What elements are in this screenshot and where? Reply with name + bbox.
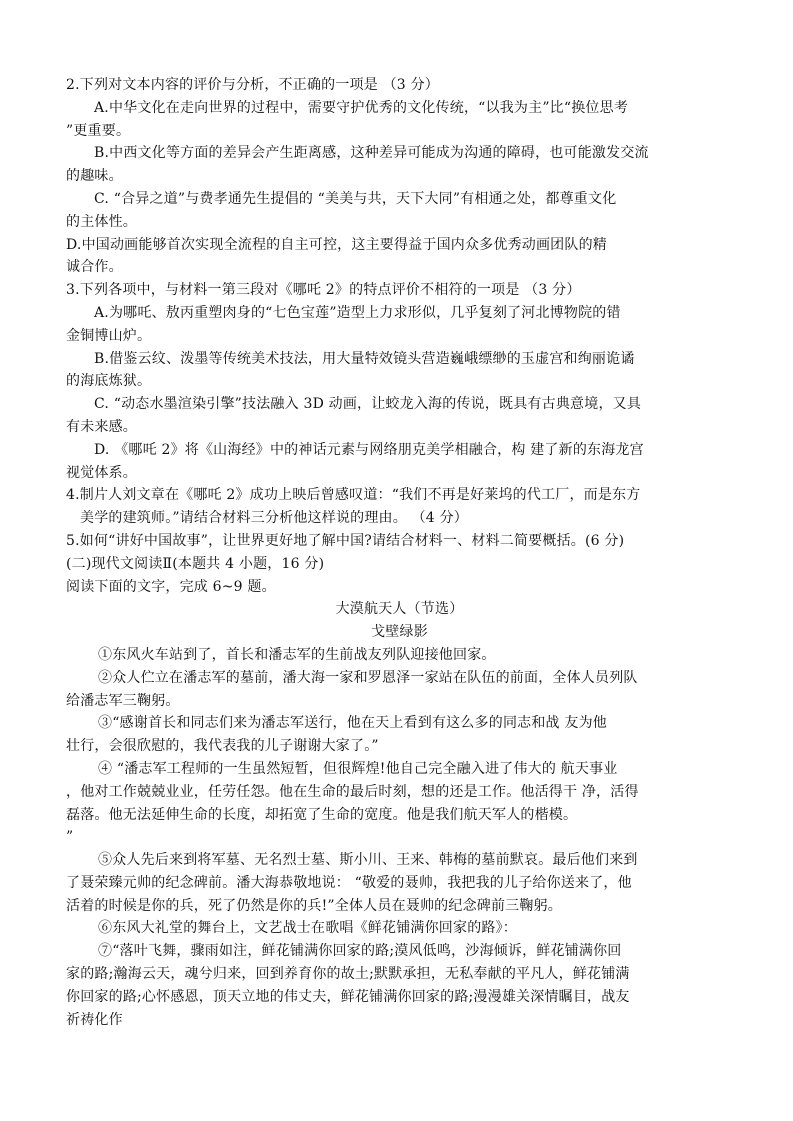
paragraph-2-cont: 给潘志军三鞠躬。: [66, 692, 180, 709]
paragraph-6: ⑥东风大礼堂的舞台上，文艺战士在歌唱《鲜花铺满你回家的路》：: [98, 920, 517, 937]
option-3c-cont: 有未来感。: [66, 418, 137, 435]
reading-instruction: 阅读下面的文字，完成 6~9 题。: [66, 578, 276, 595]
option-2c-cont: 的主体性。: [66, 213, 137, 230]
paragraph-7-cont: 你回家的路;心怀感恩，顶天立地的伟丈夫，鲜花铺满你回家的路;漫漫雄关深情瞩目，战友: [66, 988, 630, 1005]
question-2-stem: 2.下列对文本内容的评价与分析，不正确的一项是 （3 分）: [66, 77, 439, 93]
article-title: 大漠航天人（节选）: [335, 601, 464, 618]
paragraph-7-cont: 家的路;瀚海云天，魂兮归来，回到养育你的故土;默默承担，无私奉献的平凡人，鲜花铺满: [66, 966, 630, 983]
option-3c: C. “动态水墨渲染引擎”技法融入 3D 动画，让蛟龙入海的传说，既具有古典意境，又具: [94, 396, 642, 413]
option-2d: D.中国动画能够首次实现全流程的自主可控，这主要得益于国内众多优秀动画团队的精: [66, 236, 607, 253]
option-3d-cont: 视觉体系。: [66, 464, 137, 481]
option-3a: A.为哪吒、敖丙重塑肉身的“七色宝莲”造型上力求形似，几乎复刻了河北博物院的错: [94, 304, 621, 321]
option-2b: B.中西文化等方面的差异会产生距离感，这种差异可能成为沟通的障碍，也可能激发交流: [94, 145, 649, 162]
paragraph-4: ④ “潘志军工程师的一生虽然短暂，但很辉煌!他自己完全融入进了伟大的 航天事业: [98, 760, 618, 777]
option-2a-cont: ”更重要。: [66, 122, 131, 139]
paragraph-4-end: ”: [66, 829, 74, 846]
paragraph-1: ①东风火车站到了，首长和潘志军的生前战友列队迎接他回家。: [98, 646, 496, 663]
question-4-cont: 美学的建筑师。”请结合材料三分析他这样说的理由。 （4 分）: [80, 510, 468, 527]
paragraph-5-cont: 活着的时候是你的兵，死了仍然是你的兵!”全体人员在聂帅的纪念碑前三鞠躬。: [66, 897, 562, 914]
paragraph-3: ③“感谢首长和同志们来为潘志军送行，他在天上看到有这么多的同志和战 友为他: [98, 715, 608, 732]
option-2a: A.中华文化在走向世界的过程中，需要守护优秀的文化传统，“以我为主”比“换位思考: [94, 99, 629, 116]
paragraph-5: ⑤众人先后来到将军墓、无名烈士墓、斯小川、王来、韩梅的墓前默哀。最后他们来到: [98, 852, 638, 869]
question-4: 4.制片人刘文章在《哪吒 2》成功上映后曾感叹道：“我们不再是好莱坞的代工厂，而是东方: [66, 487, 641, 504]
paragraph-4-cont: 磊落。他无法延伸生命的长度，却拓宽了生命的宽度。他是我们航天军人的楷模。: [66, 806, 578, 823]
option-3d: D. 《哪吒 2》将《山海经》中的神话元素与网络朋克美学相融合，构 建了新的东海龙宫: [94, 441, 644, 458]
option-2b-cont: 的趣味。: [66, 168, 123, 185]
question-5: 5.如何“讲好中国故事”，让世界更好地了解中国?请结合材料一、材料二简要概括。(6 分): [66, 532, 625, 549]
option-2d-cont: 诚合作。: [66, 259, 123, 276]
paragraph-5-cont: 了聂荣臻元帅的纪念碑前。潘大海恭敬地说： “敬爱的聂帅，我把我的儿子给你送来了，他: [66, 874, 632, 891]
option-3b-cont: 的海底炼狱。: [66, 373, 152, 390]
question-3-stem: 3.下列各项中，与材料一第三段对《哪吒 2》的特点评价不相符的一项是 （3 分）: [66, 282, 581, 299]
section-heading: (二)现代文阅读Ⅱ(本题共 4 小题，16 分): [66, 555, 325, 572]
paragraph-2: ②众人伫立在潘志军的墓前，潘大海一家和罗恩泽一家站在队伍的前面，全体人员列队: [98, 669, 638, 686]
paragraph-7-cont: 祈祷化作: [66, 1011, 123, 1028]
article-author: 戈壁绿影: [371, 624, 428, 641]
option-2c: C. “合异之道”与费孝通先生提倡的 “美美与共，天下大同”有相通之处，都尊重文化: [94, 190, 617, 207]
option-3b: B.借鉴云纹、泼墨等传统美术技法，用大量特效镜头营造巍峨缥缈的玉虚宫和绚丽诡谲: [94, 350, 635, 367]
paragraph-7: ⑦“落叶飞舞，骤雨如注，鲜花铺满你回家的路;漠风低鸣，沙海倾诉，鲜花铺满你回: [98, 943, 622, 960]
paragraph-4-cont: ，他对工作兢兢业业，任劳任怨。他在生命的最后时刻，想的还是工作。他活得干 净，活得: [66, 783, 639, 800]
option-3a-cont: 金铜博山炉。: [66, 327, 152, 344]
paragraph-3-cont: 壮行，会很欣慰的，我代表我的儿子谢谢大家了。”: [66, 738, 379, 755]
